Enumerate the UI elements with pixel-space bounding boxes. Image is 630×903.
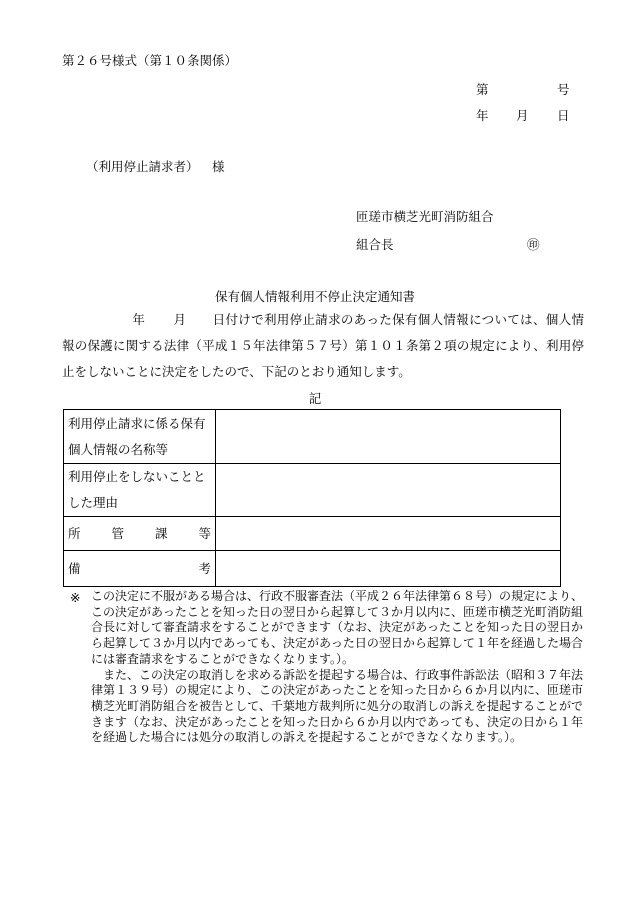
body-text: 利用停止請求のあった保有個人情報については、個人情報の保護に関する法律（平成１５年法律第５７号）第１０１条第２項の規定により、利用停止をしないことに決定をしたので、下記のとおり通知します。 xyxy=(62,312,584,379)
body-year-label: 年 xyxy=(132,312,146,327)
table-row xyxy=(64,551,561,587)
date-month-label: 月 xyxy=(516,108,529,123)
label-char: 所 xyxy=(68,525,81,541)
body-date-suffix: 日付けで xyxy=(212,312,264,327)
label-char: 課 xyxy=(154,525,168,541)
row-value xyxy=(216,410,561,464)
label-char: 考 xyxy=(198,560,211,576)
table-row xyxy=(64,517,561,551)
label-char: 管 xyxy=(111,525,124,541)
table-row xyxy=(64,410,561,464)
row-value xyxy=(216,464,561,517)
document-number-suffix: 号 xyxy=(557,82,570,97)
date-day-label: 日 xyxy=(557,108,570,123)
document-title: 保有個人情報利用不停止決定通知書 xyxy=(214,289,415,304)
note-mark: ※ xyxy=(70,590,81,605)
body-month-label: 月 xyxy=(173,312,187,327)
sender-organization: 匝瑳市横芝光町消防組合 xyxy=(356,209,494,224)
recipient-label: （利用停止請求者） xyxy=(86,159,199,174)
note-paragraph: また、この決定の取消しを求める訴訟を提起する場合は、行政事件訴訟法（昭和３７年法律第１３９号）の規定により、この決定があったことを知った日から６か月以内に、匝瑳市横芝光町消防組合を被告として、千葉地方裁判所に処分の取消しの訴えを提起することができます（なお、決定があったことを知った日から６か月以内であっても、決定の日から１年を経過した場合には処分の取消しの訴えを提起することができなくなります。）。 xyxy=(91,667,584,745)
row-label: 利用停止をしないこととした理由 xyxy=(64,464,216,517)
document-number-label: 第 xyxy=(476,82,489,97)
row-value xyxy=(216,517,561,551)
table-row xyxy=(64,464,561,517)
date-year-label: 年 xyxy=(476,108,489,123)
info-table xyxy=(63,409,561,587)
row-label: 利用停止請求に係る保有個人情報の名称等 xyxy=(64,410,216,464)
sender-title: 組合長 xyxy=(356,237,394,252)
label-char: 備 xyxy=(68,560,81,576)
label-char: 等 xyxy=(198,525,211,541)
form-number: 第２６号様式（第１０条関係） xyxy=(62,53,238,68)
row-label-remarks xyxy=(64,551,216,587)
seal-mark: ㊞ xyxy=(527,237,540,252)
recipient-honorific: 様 xyxy=(212,159,225,174)
notice-body xyxy=(62,307,584,385)
appeal-note xyxy=(91,589,583,746)
ki-heading: 記 xyxy=(308,391,322,406)
row-label-department xyxy=(64,517,216,551)
row-value xyxy=(216,551,561,587)
note-paragraph: この決定に不服がある場合は、行政不服審査法（平成２６年法律第６８号）の規定により、この決定があったことを知った日の翌日から起算して３か月以内に、匝瑳市横芝光町消防組合長に対して審査請求をすることができます（なお、決定があったことを知った日の翌日から起算して３か月以内であっても、決定があった日の翌日から起算して１年を経過した場合には審査請求をすることができなくなります。）。 xyxy=(91,589,584,666)
